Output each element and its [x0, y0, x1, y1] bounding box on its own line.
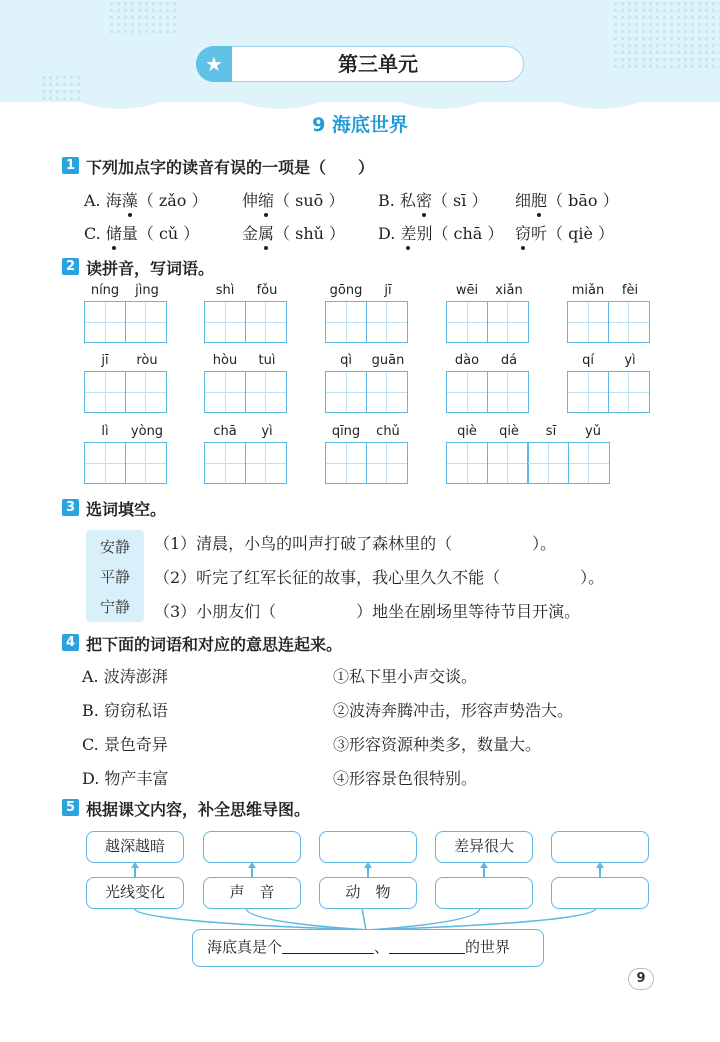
- mind-map-category-box: 动 物: [319, 877, 417, 909]
- page-number: 9: [628, 968, 654, 990]
- pinyin-label: jìng: [135, 283, 159, 298]
- arrow-up-icon: [596, 862, 604, 868]
- mind-map-detail-box[interactable]: [203, 831, 301, 863]
- writing-cell[interactable]: [446, 301, 488, 343]
- writing-grid: [325, 371, 408, 413]
- writing-cell[interactable]: [125, 301, 167, 343]
- writing-cell[interactable]: [325, 442, 367, 484]
- match-right-item[interactable]: ④形容景色很特别。: [333, 769, 478, 788]
- writing-cell[interactable]: [487, 371, 529, 413]
- writing-cell[interactable]: [366, 301, 408, 343]
- writing-cell[interactable]: [608, 371, 650, 413]
- mind-map-center: [192, 929, 544, 967]
- answer-option[interactable]: [84, 188, 208, 211]
- pinyin-label: lì: [101, 424, 109, 439]
- writing-cell[interactable]: [84, 371, 126, 413]
- dotted-character: 密: [416, 188, 432, 211]
- answer-blank[interactable]: [282, 937, 374, 954]
- word-bank-item: 平静: [99, 568, 130, 586]
- arrow-up-icon: [248, 862, 256, 868]
- writing-cell[interactable]: [366, 442, 408, 484]
- option-pinyin: （ bāo ）: [547, 191, 619, 210]
- fill-blank-sentence: （3）小朋友们（ ）地坐在剧场里等待节目开演。: [154, 602, 581, 621]
- match-left-item[interactable]: A. 波涛澎湃: [82, 667, 168, 686]
- arrow-up-icon: [480, 862, 488, 868]
- writing-grid: [325, 301, 408, 343]
- option-pinyin: （ zǎo ）: [137, 191, 208, 210]
- pinyin-label: fèi: [621, 283, 639, 298]
- option-pinyin: 量（ cǔ ）: [121, 224, 200, 243]
- match-left-item[interactable]: B. 窃窃私语: [82, 701, 168, 720]
- pinyin-label: jī: [384, 283, 392, 298]
- writing-cell[interactable]: [487, 301, 529, 343]
- writing-cell[interactable]: [204, 442, 246, 484]
- writing-cell[interactable]: [567, 301, 609, 343]
- mind-map-detail-box[interactable]: [551, 831, 649, 863]
- writing-grid: [446, 442, 610, 484]
- writing-cell[interactable]: [527, 442, 569, 484]
- writing-cell[interactable]: [446, 442, 488, 484]
- mind-map-category-box: 光线变化: [86, 877, 184, 909]
- mind-map-detail-box: 越深越暗: [86, 831, 184, 863]
- pinyin-label: wēi: [455, 283, 479, 298]
- dot-pattern: [612, 0, 720, 70]
- answer-option[interactable]: [242, 188, 344, 211]
- pinyin-label: sī: [545, 424, 557, 439]
- dot-pattern: [108, 0, 178, 36]
- question-prompt: 把下面的词语和对应的意思连起来。: [86, 635, 343, 654]
- pinyin-label: qì: [340, 353, 352, 368]
- writing-cell[interactable]: [204, 301, 246, 343]
- option-text: 伸: [242, 191, 259, 210]
- word-bank-item: 宁静: [99, 598, 130, 616]
- answer-option[interactable]: [515, 221, 614, 244]
- center-separator: 、: [374, 938, 390, 956]
- pinyin-label: tuì: [258, 353, 276, 368]
- mind-map-detail-box[interactable]: [319, 831, 417, 863]
- pinyin-label: dào: [454, 353, 480, 368]
- pinyin-label: gōng: [329, 283, 363, 298]
- writing-cell[interactable]: [245, 301, 287, 343]
- arrow-up-icon: [364, 862, 372, 868]
- pinyin-label: qiè: [499, 424, 519, 439]
- pinyin-label: xiǎn: [495, 283, 523, 298]
- pinyin-label: shì: [215, 283, 235, 298]
- writing-cell[interactable]: [125, 371, 167, 413]
- question-prompt: 根据课文内容，补全思维导图。: [86, 800, 311, 819]
- pinyin-label: yì: [261, 424, 273, 439]
- writing-cell[interactable]: [125, 442, 167, 484]
- option-pinyin: （ sī ）: [431, 191, 488, 210]
- dotted-character: 属: [258, 221, 274, 244]
- fill-blank-sentence: （2）听完了红军长征的故事，我心里久久不能（ ）。: [154, 568, 605, 587]
- dotted-character: 差: [400, 221, 416, 244]
- pinyin-label: hòu: [212, 353, 238, 368]
- pinyin-label: dá: [500, 353, 518, 368]
- writing-cell[interactable]: [245, 371, 287, 413]
- writing-grid: [204, 301, 287, 343]
- option-pinyin: （ shǔ ）: [274, 224, 346, 243]
- question-prompt: 读拼音，写词语。: [86, 259, 215, 278]
- match-right-item[interactable]: ①私下里小声交谈。: [333, 667, 478, 686]
- writing-grid: [567, 301, 650, 343]
- answer-option[interactable]: [378, 188, 487, 211]
- fill-blank-sentence: （1）清晨，小鸟的叫声打破了森林里的（ ）。: [154, 534, 557, 553]
- writing-cell[interactable]: [325, 301, 367, 343]
- pinyin-label: jī: [101, 353, 109, 368]
- option-pinyin: 别（ chā ）: [416, 224, 504, 243]
- answer-option[interactable]: [242, 221, 345, 244]
- pinyin-label: chǔ: [376, 424, 400, 439]
- pinyin-label: níng: [90, 283, 120, 298]
- arrow-up-icon: [131, 862, 139, 868]
- pinyin-label: guān: [371, 353, 405, 368]
- mind-map-category-box: 声 音: [203, 877, 301, 909]
- dotted-character: 储: [106, 221, 122, 244]
- writing-grid: [84, 442, 167, 484]
- pinyin-label: yòng: [130, 424, 164, 439]
- question-prompt: 下列加点字的读音有误的一项是（ ）: [86, 158, 375, 177]
- center-text-pre: 海底真是个: [207, 938, 283, 956]
- writing-cell[interactable]: [366, 371, 408, 413]
- option-text: 细: [515, 191, 532, 210]
- pinyin-label: yǔ: [585, 424, 601, 439]
- answer-option[interactable]: [84, 221, 199, 244]
- unit-title: 第三单元: [338, 52, 418, 76]
- match-left-item[interactable]: D. 物产丰富: [82, 769, 169, 788]
- option-text: B. 私: [378, 191, 416, 210]
- dotted-character: 胞: [531, 188, 547, 211]
- writing-cell[interactable]: [568, 442, 610, 484]
- question-number: 1: [62, 157, 79, 174]
- writing-cell[interactable]: [245, 442, 287, 484]
- writing-grid: [204, 442, 287, 484]
- pinyin-label: chā: [213, 424, 237, 439]
- question-number: 3: [62, 499, 79, 516]
- question-number: 4: [62, 634, 79, 651]
- pinyin-label: qīng: [331, 424, 361, 439]
- writing-cell[interactable]: [487, 442, 529, 484]
- option-pinyin: 听（ qiè ）: [531, 224, 615, 243]
- lesson-title: 9 海底世界: [312, 114, 408, 136]
- writing-grid: [446, 301, 529, 343]
- word-bank-item: 安静: [99, 538, 130, 556]
- match-left-item[interactable]: C. 景色奇异: [82, 735, 168, 754]
- star-icon: ★: [196, 46, 232, 82]
- dot-pattern: [40, 74, 84, 102]
- writing-cell[interactable]: [204, 371, 246, 413]
- writing-cell[interactable]: [325, 371, 367, 413]
- question-number: 2: [62, 258, 79, 275]
- writing-cell[interactable]: [446, 371, 488, 413]
- writing-grid: [325, 442, 408, 484]
- question-number: 5: [62, 799, 79, 816]
- match-right-item[interactable]: ③形容资源种类多，数量大。: [333, 735, 542, 754]
- writing-grid: [84, 371, 167, 413]
- writing-cell[interactable]: [84, 442, 126, 484]
- mind-map-detail-box: 差异很大: [435, 831, 533, 863]
- writing-cell[interactable]: [84, 301, 126, 343]
- answer-option[interactable]: [515, 188, 619, 211]
- writing-cell[interactable]: [567, 371, 609, 413]
- writing-grid: [84, 301, 167, 343]
- answer-blank[interactable]: [389, 937, 465, 954]
- option-text: A. 海: [84, 191, 122, 210]
- writing-grid: [446, 371, 529, 413]
- question-prompt: 选词填空。: [86, 500, 167, 519]
- option-text: 金: [242, 224, 259, 243]
- word-bank: [86, 530, 144, 622]
- writing-cell[interactable]: [608, 301, 650, 343]
- center-text-post: 的世界: [465, 938, 511, 956]
- option-text: C.: [84, 224, 106, 243]
- writing-grid: [204, 371, 287, 413]
- option-pinyin: （ suō ）: [274, 191, 345, 210]
- pinyin-label: ròu: [136, 353, 158, 368]
- pinyin-label: yì: [624, 353, 636, 368]
- option-text: D.: [378, 224, 401, 243]
- match-right-item[interactable]: ②波涛奔腾冲击，形容声势浩大。: [333, 701, 574, 720]
- dotted-character: 藻: [122, 188, 138, 211]
- pinyin-label: qí: [582, 353, 594, 368]
- dotted-character: 窃: [515, 221, 531, 244]
- answer-option[interactable]: [378, 221, 503, 244]
- pinyin-label: fǒu: [256, 283, 278, 298]
- pinyin-label: qiè: [457, 424, 477, 439]
- dotted-character: 缩: [258, 188, 274, 211]
- pinyin-label: miǎn: [571, 283, 605, 298]
- writing-grid: [567, 371, 650, 413]
